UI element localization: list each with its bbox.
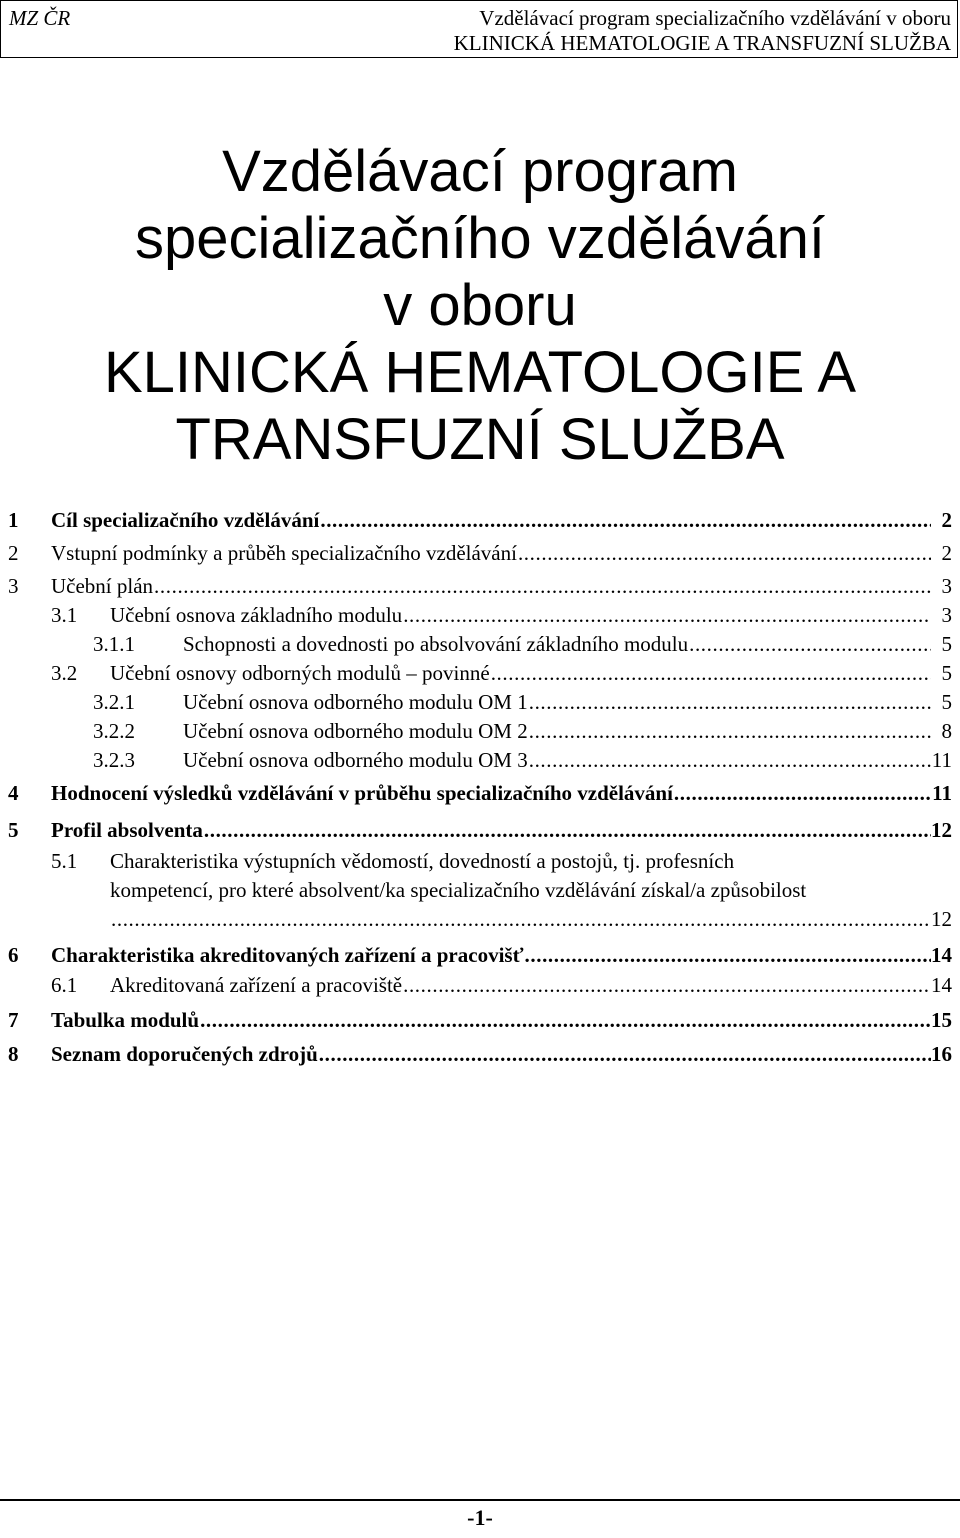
toc-number: 1 [8, 508, 19, 532]
toc-page: 11 [932, 781, 952, 805]
toc-title: Tabulka modulů [51, 1008, 200, 1032]
toc-entry-5[interactable] [0, 818, 960, 846]
toc-page: 14 [931, 943, 952, 967]
toc-number: 7 [8, 1008, 19, 1032]
toc-page: 5 [941, 690, 952, 714]
toc-entry-3-2-1[interactable] [0, 690, 960, 718]
footer-divider [0, 1499, 960, 1501]
toc-leader [403, 603, 931, 628]
toc-entry-2[interactable] [0, 541, 960, 569]
toc-title-line2: kompetencí, pro které absolvent/ka specializačního vzdělávání získal/a způsobilost [110, 878, 807, 902]
toc-leader [200, 1008, 931, 1033]
toc-title: Učební osnova základního modulu [110, 603, 403, 627]
toc-entry-8[interactable] [0, 1042, 960, 1070]
toc-leader [529, 719, 931, 744]
toc-entry-4[interactable] [0, 781, 960, 809]
toc-number: 3.1.1 [93, 632, 135, 656]
toc-number: 4 [8, 781, 19, 805]
title-line3: v oboru [383, 273, 577, 338]
page-header [0, 0, 958, 58]
toc-leader [319, 1042, 931, 1067]
toc-entry-3-2-3[interactable] [0, 748, 960, 776]
title-line1: Vzdělávací program [222, 139, 738, 204]
page-number: -1- [467, 1505, 493, 1530]
toc-page: 2 [941, 541, 952, 565]
toc-number: 3.2.3 [93, 748, 135, 772]
toc-entry-6-1[interactable] [0, 973, 960, 1001]
toc-title: Učební osnovy odborných modulů – povinné [110, 661, 490, 685]
toc-entry-3-2[interactable] [0, 661, 960, 689]
toc-entry-1[interactable] [0, 508, 960, 536]
toc-number: 3.1 [51, 603, 78, 627]
toc-leader [204, 818, 931, 843]
toc-leader [529, 690, 931, 715]
toc-leader [403, 973, 931, 998]
toc-page: 3 [941, 603, 952, 627]
toc-number: 3.2.1 [93, 690, 135, 714]
toc-number: 3.2.2 [93, 719, 135, 743]
toc-title-line1: Charakteristika výstupních vědomostí, dovedností a postojů, tj. profesních [110, 849, 735, 873]
toc-page: 15 [931, 1008, 952, 1032]
toc-leader [689, 632, 931, 657]
toc-title: Učební osnova odborného modulu OM 1 [183, 690, 528, 714]
toc-title: Schopnosti a dovednosti po absolvování základního modulu [183, 632, 689, 656]
toc-page: 5 [941, 661, 952, 685]
toc-entry-6[interactable] [0, 943, 960, 971]
header-title-line2: KLINICKÁ HEMATOLOGIE A TRANSFUZNÍ SLUŽBA [453, 31, 951, 55]
toc-title: Vstupní podmínky a průběh specializačního vzdělávání [51, 541, 517, 565]
toc-leader [518, 541, 931, 566]
header-ministry: MZ ČR [9, 6, 71, 30]
toc-number: 2 [8, 541, 19, 565]
toc-leader [674, 781, 931, 806]
toc-title: Profil absolventa [51, 818, 203, 842]
toc-number: 5.1 [51, 849, 78, 873]
toc-page: 2 [941, 508, 952, 532]
toc-number: 6.1 [51, 973, 78, 997]
toc-entry-7[interactable] [0, 1008, 960, 1036]
toc-title: Učební osnova odborného modulu OM 3 [183, 748, 528, 772]
toc-number: 8 [8, 1042, 19, 1066]
toc-page: 8 [941, 719, 952, 743]
title-line4: KLINICKÁ HEMATOLOGIE A [103, 340, 857, 405]
toc-page: 16 [931, 1042, 952, 1066]
toc-title: Cíl specializačního vzdělávání [51, 508, 320, 532]
toc-leader [529, 748, 931, 773]
document-title [0, 138, 960, 473]
toc-title: Seznam doporučených zdrojů [51, 1042, 318, 1066]
toc-leader [491, 661, 931, 686]
toc-number: 6 [8, 943, 19, 967]
toc-title: Hodnocení výsledků vzdělávání v průběhu specializačního vzdělávání [51, 781, 673, 805]
toc-page: 5 [941, 632, 952, 656]
toc-number: 3.2 [51, 661, 78, 685]
toc-leader [525, 943, 931, 968]
title-line2: specializačního vzdělávání [135, 206, 825, 271]
toc-title: Akreditovaná zařízení a pracoviště [110, 973, 403, 997]
toc-number: 5 [8, 818, 19, 842]
toc-entry-3-1[interactable] [0, 603, 960, 631]
toc-entry-3-1-1[interactable] [0, 632, 960, 660]
header-document-title [454, 6, 951, 56]
toc-page: 12 [931, 907, 952, 931]
toc-page: 11 [931, 748, 952, 772]
toc-entry-3-2-2[interactable] [0, 719, 960, 747]
toc-leader [320, 508, 931, 533]
toc-leader [154, 574, 931, 599]
toc-title: Charakteristika akreditovaných zařízení a pracovišť [51, 943, 524, 967]
toc-title: Učební osnova odborného modulu OM 2 [183, 719, 528, 743]
header-title-line1: Vzdělávací program specializačního vzdělávání v oboru [479, 6, 951, 30]
toc-leader [111, 907, 931, 932]
toc-number: 3 [8, 574, 19, 598]
toc-page: 3 [941, 574, 952, 598]
toc-page: 12 [931, 818, 952, 842]
toc-page: 14 [931, 973, 952, 997]
toc-entry-3[interactable] [0, 574, 960, 602]
toc-title: Učební plán [51, 574, 154, 598]
title-line5: TRANSFUZNÍ SLUŽBA [175, 407, 785, 472]
